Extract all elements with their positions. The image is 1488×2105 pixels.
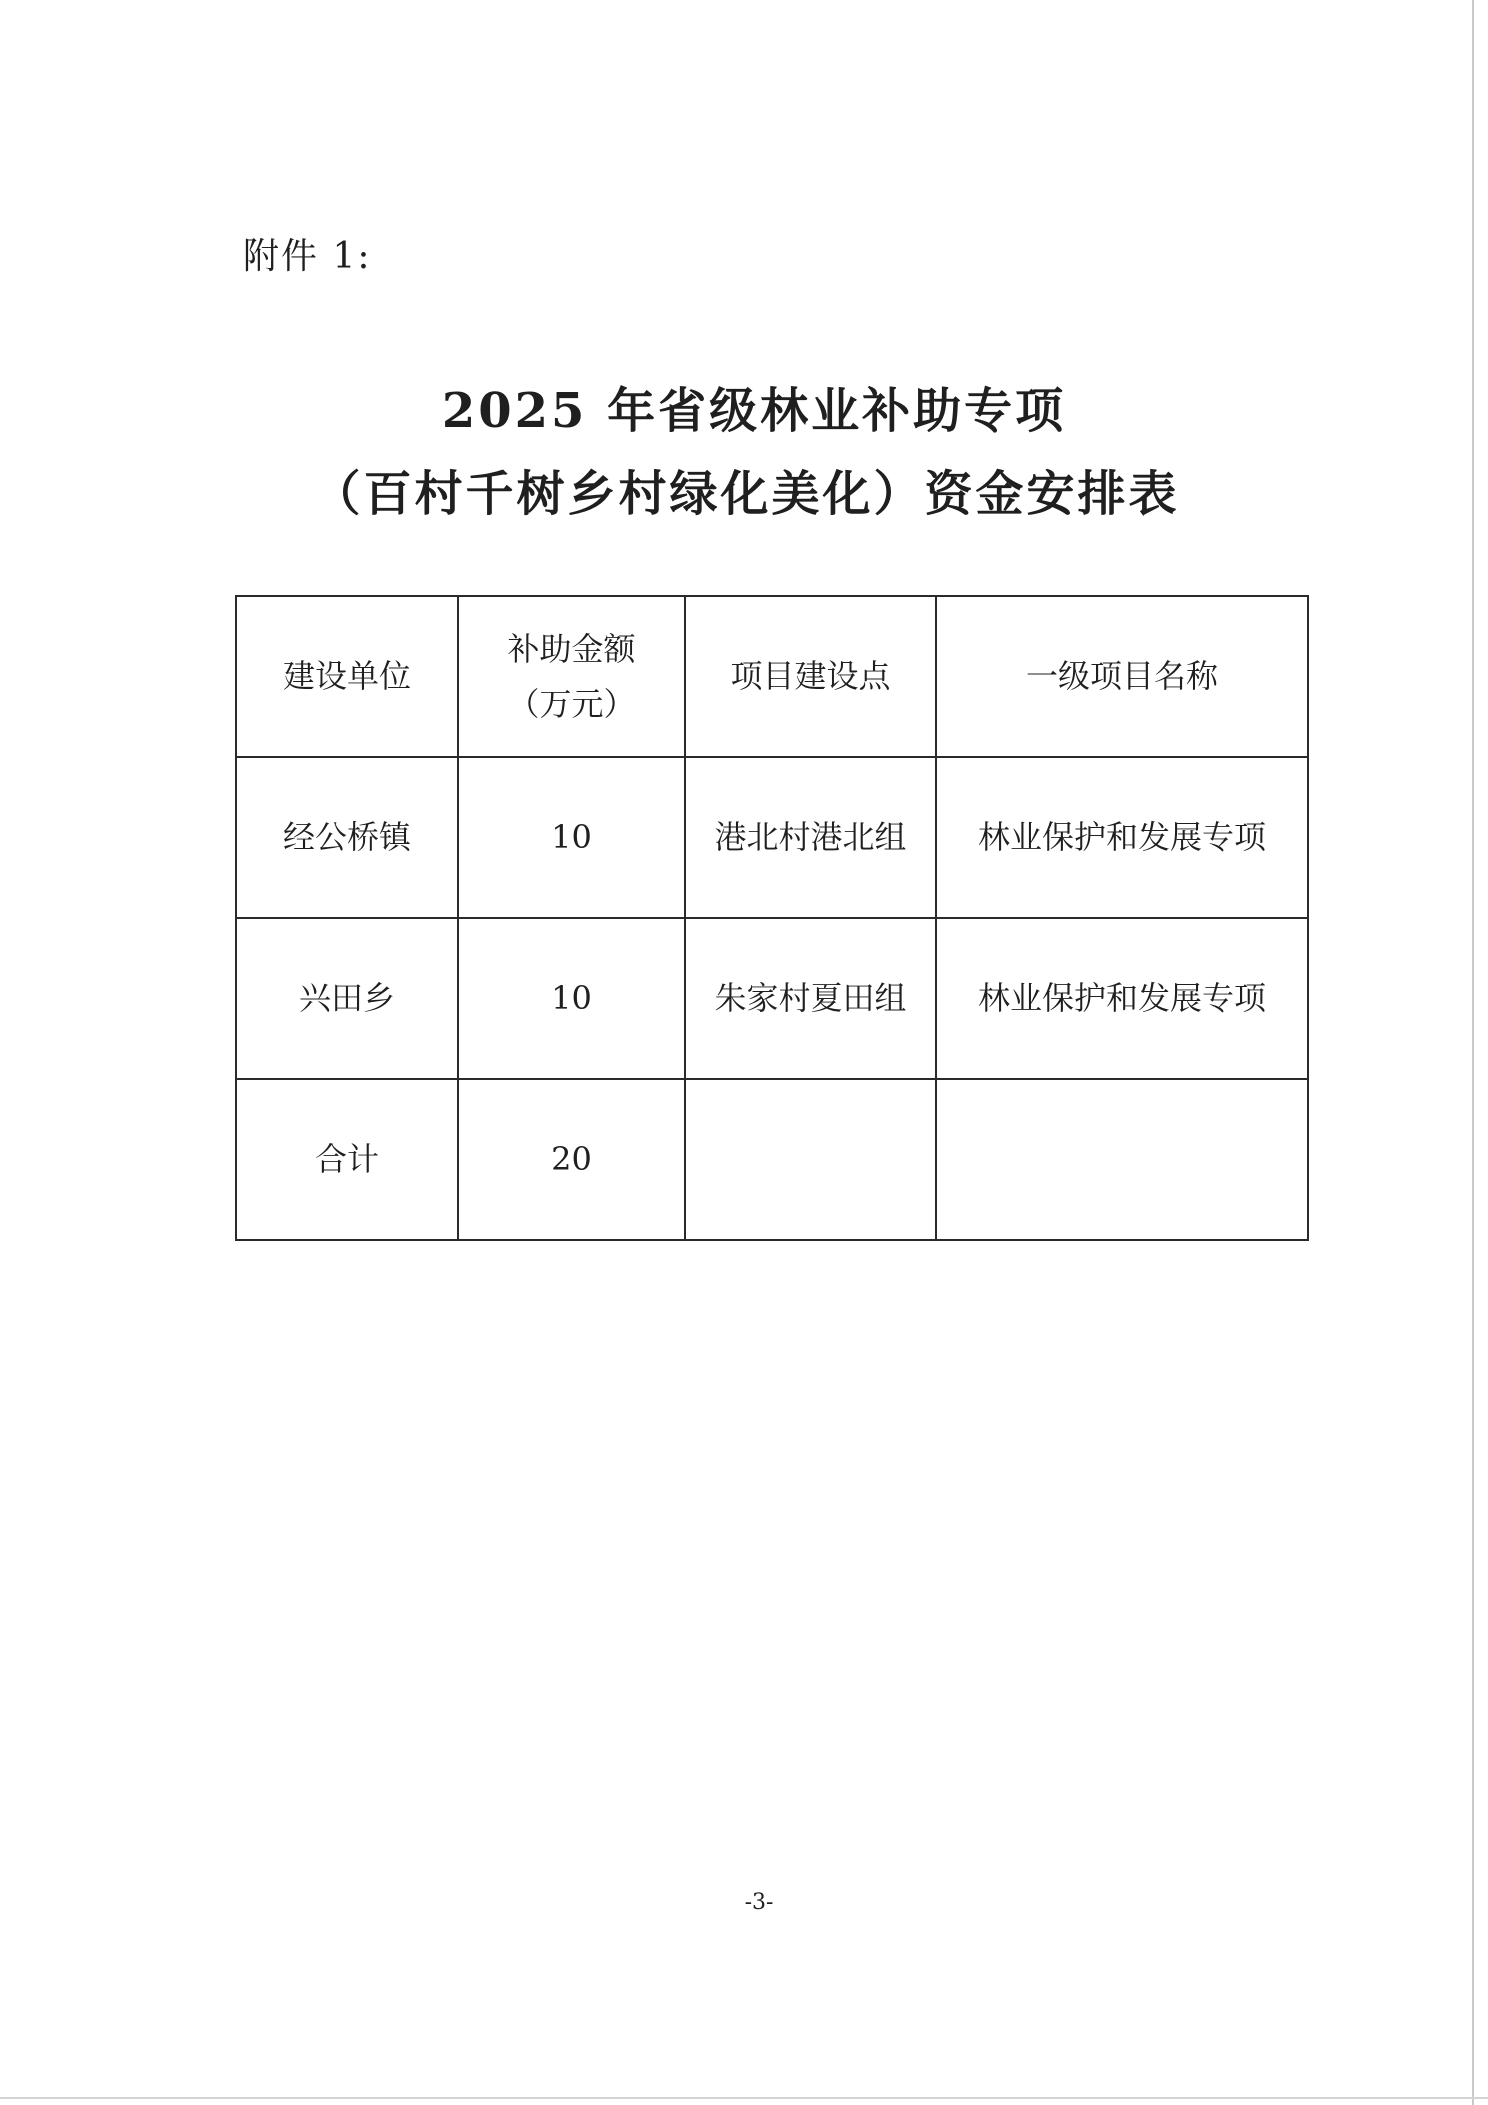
cell-amount: 10	[458, 757, 685, 918]
document-title-line2: （百村千树乡村绿化美化）资金安排表	[312, 466, 1180, 522]
cell-site: 港北村港北组	[685, 757, 936, 918]
fund-allocation-table	[235, 595, 1309, 1241]
total-project	[936, 1079, 1308, 1240]
cell-site: 朱家村夏田组	[685, 918, 936, 1079]
cell-unit: 兴田乡	[236, 918, 458, 1079]
scan-edge-right	[1472, 0, 1474, 2105]
table-row	[236, 918, 1308, 1079]
header-amount-line2: （万元）	[507, 684, 636, 723]
total-label: 合计	[236, 1079, 458, 1240]
attachment-label: 附件 1:	[243, 236, 372, 277]
header-unit: 建设单位	[236, 596, 458, 757]
cell-unit: 经公桥镇	[236, 757, 458, 918]
header-project: 一级项目名称	[936, 596, 1308, 757]
cell-amount: 10	[458, 918, 685, 1079]
header-amount-line1: 补助金额	[507, 630, 636, 669]
total-amount: 20	[458, 1079, 685, 1240]
scan-edge-bottom	[0, 2097, 1488, 2099]
cell-project: 林业保护和发展专项	[936, 757, 1308, 918]
table-row	[236, 757, 1308, 918]
total-site	[685, 1079, 936, 1240]
table-total-row	[236, 1079, 1308, 1240]
cell-project: 林业保护和发展专项	[936, 918, 1308, 1079]
header-site: 项目建设点	[685, 596, 936, 757]
header-amount	[458, 596, 685, 757]
table-header-row	[236, 596, 1308, 757]
document-title-line1: 2025 年省级林业补助专项	[441, 383, 1067, 439]
page-number: -3-	[744, 1890, 774, 1915]
